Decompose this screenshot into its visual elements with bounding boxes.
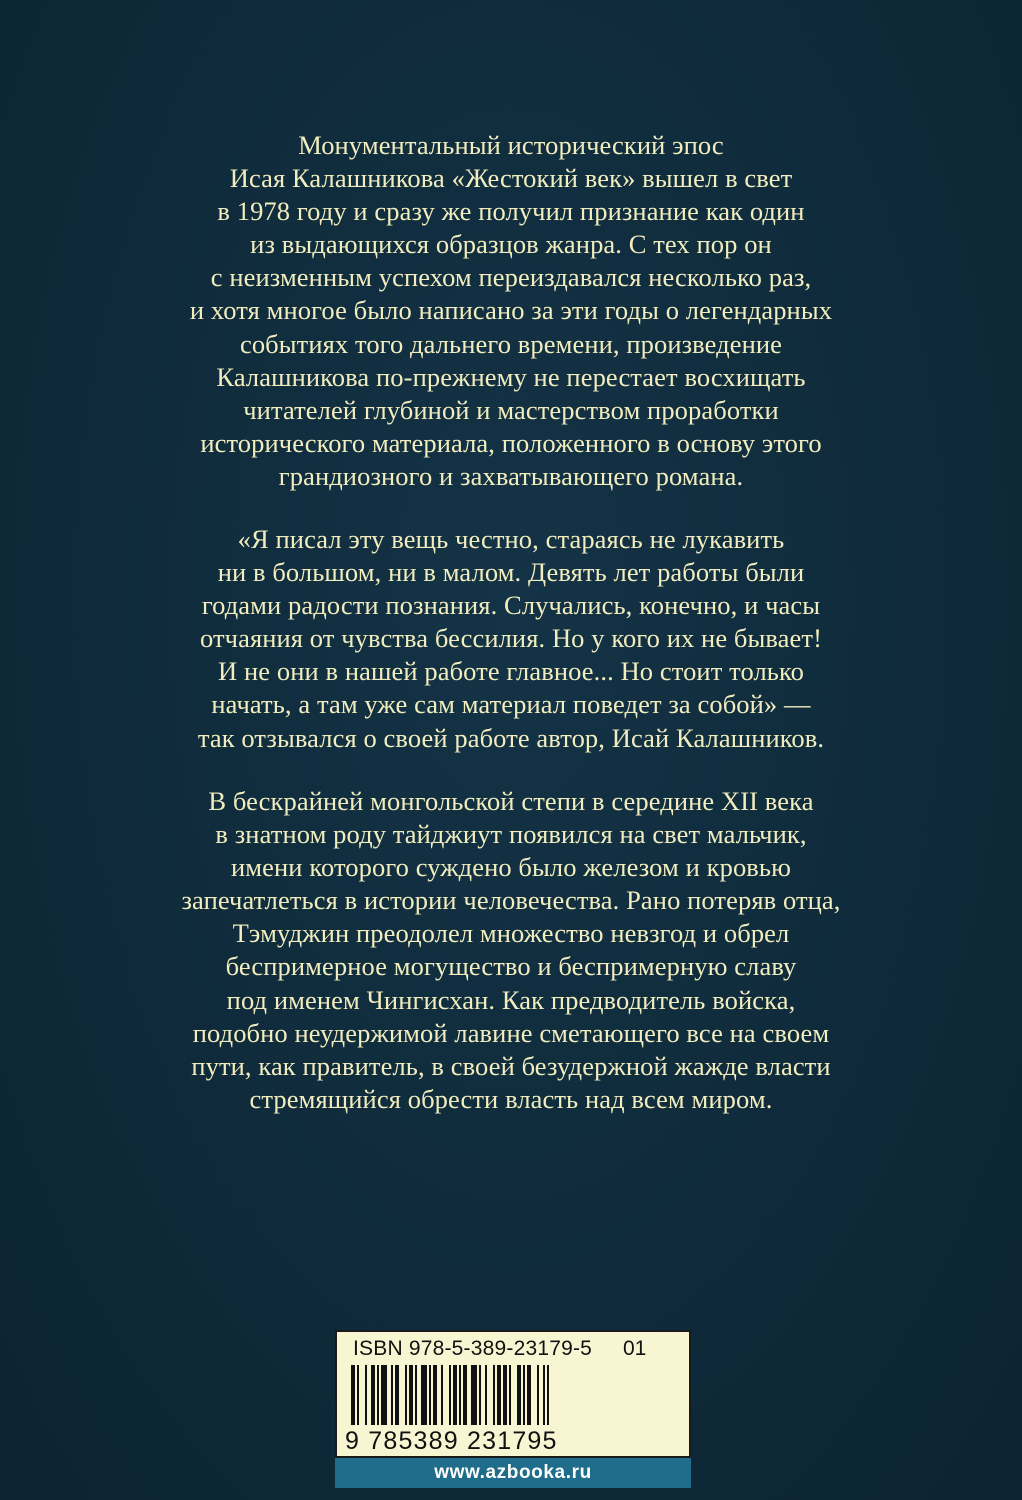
author-quote-paragraph	[120, 523, 902, 755]
text-line: подобно неудержимой лавине сметающего все на своем	[192, 1017, 830, 1048]
text-line: начать, а там уже сам материал поведет за собой» —	[211, 689, 811, 720]
ean-digits: 9 785389 231795	[345, 1427, 558, 1455]
text-line: исторического материала, положенного в основу этого	[200, 427, 822, 458]
text-line: и хотя многое было написано за эти годы о легендарных	[189, 295, 833, 326]
synopsis-paragraph	[120, 785, 902, 1116]
isbn-label: ISBN 978-5-389-23179-5	[353, 1337, 593, 1360]
text-line: ни в большом, ни в малом. Девять лет работы были	[217, 557, 805, 588]
text-line: с неизменным успехом переиздавался несколько раз,	[210, 262, 812, 293]
text-line: имени которого суждено было железом и кровью	[231, 852, 791, 883]
text-line: годами радости познания. Случались, конечно, и часы	[201, 590, 821, 621]
text-line: читателей глубиной и мастерством проработки	[243, 394, 779, 425]
text-line: Калашникова по-прежнему не перестает восхищать	[216, 361, 806, 392]
publisher-url: www.azbooka.ru	[335, 1458, 691, 1488]
text-line: в 1978 году и сразу же получил признание как один	[217, 196, 805, 227]
text-line: в знатном роду тайджиут появился на свет мальчик,	[215, 819, 807, 850]
text-line: под именем Чингисхан. Как предводитель войска,	[226, 984, 796, 1015]
annotation-paragraph-1	[120, 129, 902, 493]
text-line: событиях того дальнего времени, произведение	[239, 328, 783, 359]
text-line: из выдающихся образцов жанра. С тех пор он	[250, 229, 772, 260]
text-line: В бескрайней монгольской степи в середине XII века	[208, 786, 814, 816]
text-line: отчаяния от чувства бессилия. Но у кого их не бывает!	[199, 623, 823, 654]
text-line: запечатлеться в истории человечества. Рано потеряв отца,	[181, 885, 841, 916]
text-line: «Я писал эту вещь честно, стараясь не лукавить	[237, 524, 785, 554]
text-line: И не они в нашей работе главное... Но стоит только	[218, 656, 804, 687]
text-line: Тэмуджин преодолел множество невзгод и обрел	[232, 918, 790, 949]
text-line: грандиозного и захватывающего романа.	[278, 460, 744, 491]
barcode-addon-code: 01	[623, 1337, 647, 1360]
text-line: стремящийся обрести власть над всем миром.	[249, 1083, 773, 1114]
text-line: так отзывался о своей работе автор, Исай Калашников.	[197, 722, 825, 753]
text-line: Монументальный исторический эпос	[298, 130, 724, 160]
barcode-box	[335, 1330, 691, 1458]
text-line: Исая Калашникова «Жестокий век» вышел в свет	[229, 163, 793, 194]
text-line: пути, как правитель, в своей безудержной жажде власти	[191, 1050, 831, 1081]
text-line: беспримерное могущество и беспримерную славу	[225, 951, 797, 982]
